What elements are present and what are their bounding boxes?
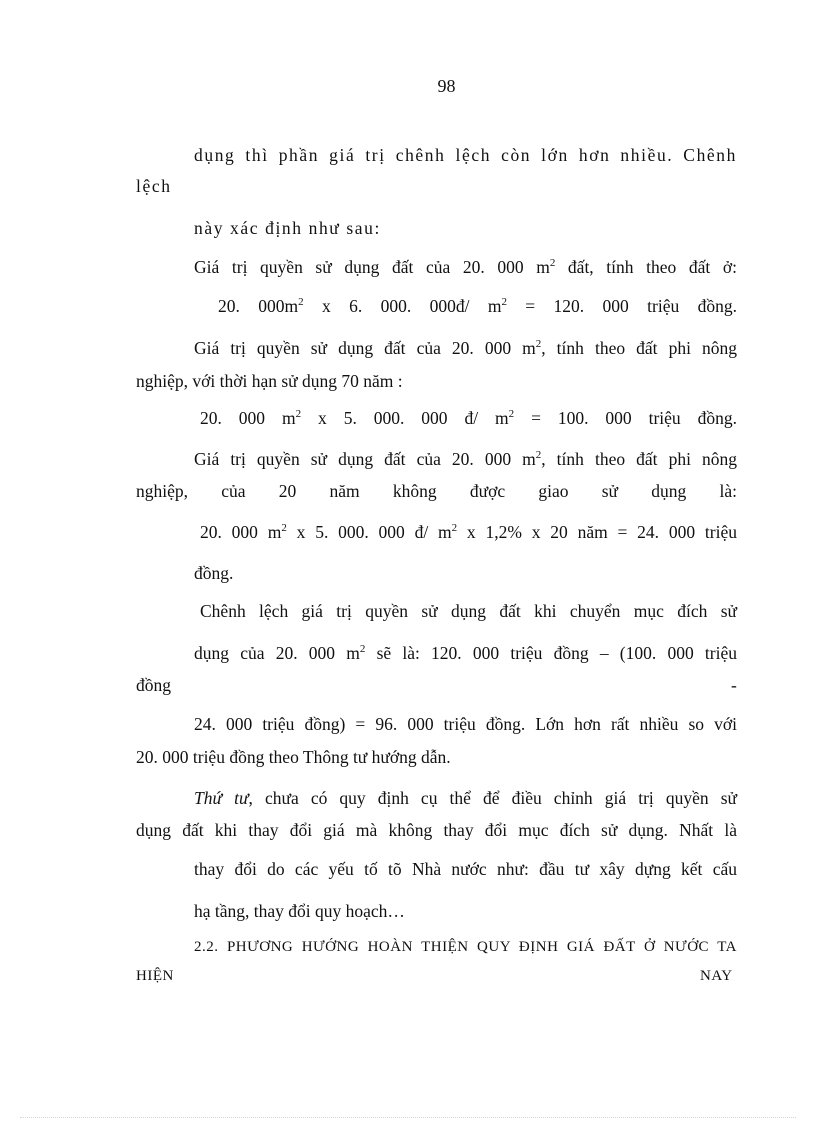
text-line: hạ tầng, thay đổi quy hoạch… bbox=[194, 901, 405, 921]
text-line: này xác định như sau: bbox=[194, 218, 381, 238]
text-line: Giá trị quyền sử dụng đất của 20. 000 $m^2$, tính theo đất phi nông bbox=[194, 449, 737, 469]
section-heading: HIỆN bbox=[136, 968, 174, 984]
text-line: 20. 000 triệu đồng theo Thông tư hướng dẫn. bbox=[136, 747, 451, 767]
formula-line: 20. $000m^2$ x 6. 000. 000đ/ $m^2 = 120$. 000 triệu đồng. bbox=[218, 296, 737, 316]
text-line: đồng bbox=[136, 675, 171, 695]
text-line: dụng đất khi thay đổi giá mà không thay đổi mục đích sử dụng. Nhất là bbox=[136, 820, 737, 840]
text-line: dụng của 20. 000 $m^2$ sẽ là: 120. 000 triệu đồng – (100. 000 triệu bbox=[194, 643, 737, 663]
text-line: Chênh lệch giá trị quyền sử dụng đất khi chuyển mục đích sử bbox=[200, 601, 737, 621]
formula-line: 20. 000 $m^2$ x 5. 000. 000 đ/ $m^2$ x 1,2% x 20 năm = 24. 000 triệu bbox=[200, 522, 737, 542]
text-line: dụng thì phần giá trị chênh lệch còn lớn hơn nhiều. Chênh bbox=[194, 145, 737, 165]
text-line: Giá trị quyền sử dụng đất của 20. 000 $m^2$ đất, tính theo đất ở: bbox=[194, 257, 737, 277]
text-line: đồng. bbox=[194, 563, 234, 583]
text-line: nghiệp, với thời hạn sử dụng 70 năm : bbox=[136, 371, 403, 391]
section-heading: NAY bbox=[700, 968, 733, 984]
section-heading: 2.2. PHƯƠNG HƯỚNG HOÀN THIỆN QUY ĐỊNH GIÁ ĐẤT Ở NƯỚC TA bbox=[194, 939, 737, 955]
formula-line: 20. 000 $m^2$ x 5. 000. 000 đ/ $m^2 = 100$. 000 triệu đồng. bbox=[200, 408, 737, 428]
text-line: Thứ tư, chưa có quy định cụ thể để điều chỉnh giá trị quyền sử bbox=[194, 788, 737, 808]
text-line: - bbox=[731, 675, 737, 695]
text-line: Giá trị quyền sử dụng đất của 20. 000 $m^2$, tính theo đất phi nông bbox=[194, 338, 737, 358]
text-line: nghiệp, của 20 năm không được giao sử dụng là: bbox=[136, 481, 737, 501]
text-line: 24. 000 triệu đồng) = 96. 000 triệu đồng. Lớn hơn rất nhiều so với bbox=[194, 714, 737, 734]
page-number: 98 bbox=[437, 76, 456, 96]
text-line: lệch bbox=[136, 176, 172, 196]
page-bottom-divider bbox=[20, 1117, 796, 1118]
text-line: thay đổi do các yếu tố tõ Nhà nước như: đầu tư xây dựng kết cấu bbox=[194, 859, 737, 879]
